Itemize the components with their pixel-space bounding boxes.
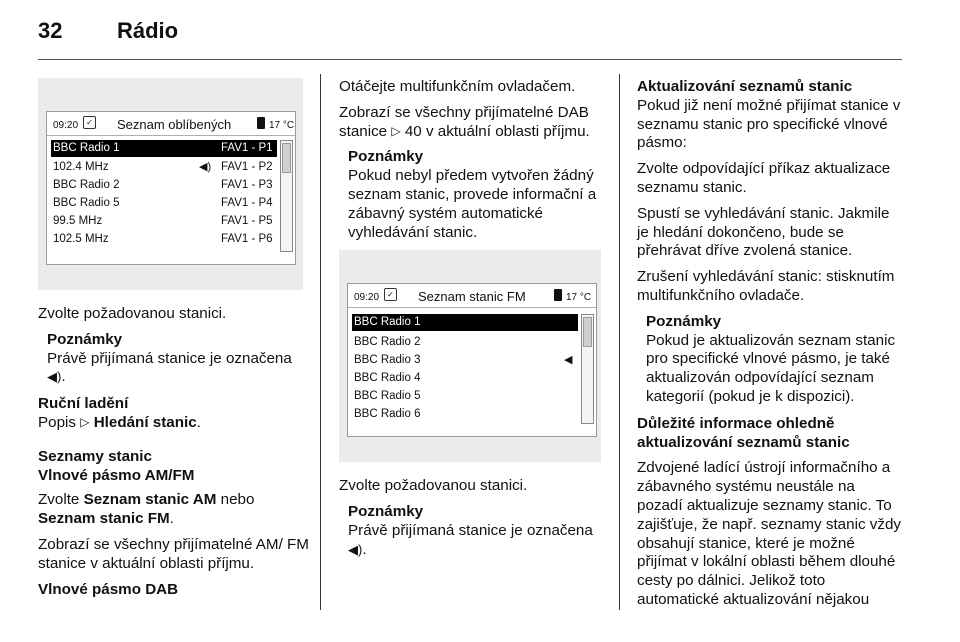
speaker-icon: ◀) — [47, 369, 62, 385]
phone-icon — [554, 289, 562, 301]
screen-title: Seznam oblíbených — [117, 117, 232, 132]
manual-tuning: Ruční ladění Popis ▷ Hledání stanic. — [38, 395, 201, 431]
column-2 — [339, 78, 609, 568]
page-header — [38, 18, 179, 44]
paragraph: Zvolte požadovanou stanici. — [339, 477, 528, 495]
column-divider-1 — [320, 74, 321, 610]
list-item[interactable]: BBC Radio 1 FAV1 - P1 — [51, 140, 277, 157]
speaker-icon: ◀) — [348, 541, 363, 557]
reference-arrow-icon: ▷ — [80, 414, 90, 429]
page-title: Rádio — [117, 18, 179, 43]
scrollbar[interactable] — [280, 140, 293, 252]
paragraph: Zdvojené ladící ústrojí informačního a zábavného systému neustále na pozadí aktualizuje seznamy stanic. To zajišťuje, že např. seznamy stanic vždy obsahují stanice, které je možné přijímat v lokální oblasti během dlouhé cesty po dálnici. Jelikož toto automatické aktualizování nějakou — [637, 459, 901, 608]
column-divider-2 — [619, 74, 620, 610]
list-item[interactable]: BBC Radio 2 — [354, 336, 421, 349]
scrollbar-thumb[interactable] — [583, 317, 592, 347]
paragraph: Zvolte odpovídající příkaz aktualizace seznamu stanic. — [637, 160, 891, 196]
heading: Důležité informace ohledně aktualizování seznamů stanic — [637, 414, 850, 451]
note: Poznámky Pokud je aktualizován seznam stanic pro specifické vlnové pásmo, je také aktualizován odpovídající seznam kategorií (pokud je k dispozici). — [646, 312, 896, 405]
reference-arrow-icon: ▷ — [391, 123, 401, 138]
list-item[interactable]: 99.5 MHz FAV1 - P5 — [53, 215, 273, 227]
clock: 09:20 — [53, 120, 79, 131]
scrollbar[interactable] — [581, 314, 594, 424]
list-item[interactable]: 102.5 MHz FAV1 - P6 — [53, 233, 273, 245]
header-rule — [38, 59, 902, 60]
temperature: 17 °C — [269, 120, 295, 131]
paragraph: Zobrazí se všechny přijímatelné DAB stanice ▷ 40 v aktuální oblasti příjmu. — [339, 103, 590, 140]
paragraph: Zobrazí se všechny přijímatelné AM/ FM stanice v aktuální oblasti příjmu. — [38, 535, 309, 572]
favourites-screen — [46, 111, 296, 265]
screen-title-bar — [348, 284, 596, 308]
note: Poznámky Právě přijímaná stanice je označena ◀). — [348, 503, 593, 558]
favourites-screenshot — [38, 78, 303, 290]
list-item[interactable]: BBC Radio 4 — [354, 372, 421, 385]
paragraph: Zvolte Seznam stanic AM nebo Seznam stanic FM. — [38, 491, 255, 528]
temperature: 17 °C — [566, 292, 592, 304]
list-item[interactable]: BBC Radio 5 FAV1 - P4 — [53, 197, 273, 209]
favourite-icon: ✓ — [83, 116, 96, 129]
column-3 — [637, 78, 903, 617]
heading: Vlnové pásmo DAB — [38, 580, 179, 598]
note: Poznámky Právě přijímaná stanice je označena ◀). — [47, 330, 292, 386]
heading: Vlnové pásmo AM/FM — [38, 466, 195, 484]
paragraph: Zvolte požadovanou stanici. — [38, 305, 227, 322]
note: Poznámky Pokud nebyl předem vytvořen žádný seznam stanic, provede informační a zábavný systém automatické vyhledávání stanic. — [348, 148, 597, 241]
phone-icon — [257, 117, 265, 129]
screen-title-bar — [47, 112, 295, 136]
scrollbar-thumb[interactable] — [282, 143, 291, 173]
paragraph: Zrušení vyhledávání stanic: stisknutím multifunkčního ovladače. — [637, 268, 895, 304]
list-item[interactable]: BBC Radio 1 — [352, 314, 578, 331]
fm-list-screenshot — [339, 250, 601, 462]
list-item[interactable]: BBC Radio 2 FAV1 - P3 — [53, 179, 273, 191]
paragraph: Spustí se vyhledávání stanic. Jakmile je hledání dokončeno, bude se přehrávat dříve zvolená stanice. — [637, 204, 890, 260]
column-1 — [38, 78, 310, 599]
favourite-icon: ✓ — [384, 288, 397, 301]
paragraph: Otáčejte multifunkčním ovladačem. — [339, 78, 576, 95]
list-item[interactable]: 102.4 MHz ◀) FAV1 - P2 — [51, 159, 277, 176]
speaker-icon: ◀ — [564, 354, 573, 367]
link-station-search[interactable]: Hledání stanic — [93, 413, 197, 431]
list-item[interactable]: BBC Radio 3 ◀ — [352, 352, 578, 369]
fm-list-screen — [347, 283, 597, 437]
list-item[interactable]: BBC Radio 5 — [354, 390, 421, 403]
speaker-icon: ◀) — [199, 161, 212, 173]
screen-title: Seznam stanic FM — [418, 289, 526, 305]
list-item[interactable]: BBC Radio 6 — [354, 408, 421, 421]
paragraph: Aktualizování seznamů stanic Pokud již není možné přijímat stanice v seznamu stanic pro specifické vlnové pásmo: — [637, 78, 901, 152]
page-number: 32 — [38, 18, 63, 43]
heading: Seznamy stanic — [38, 447, 152, 465]
clock: 09:20 — [354, 292, 380, 304]
